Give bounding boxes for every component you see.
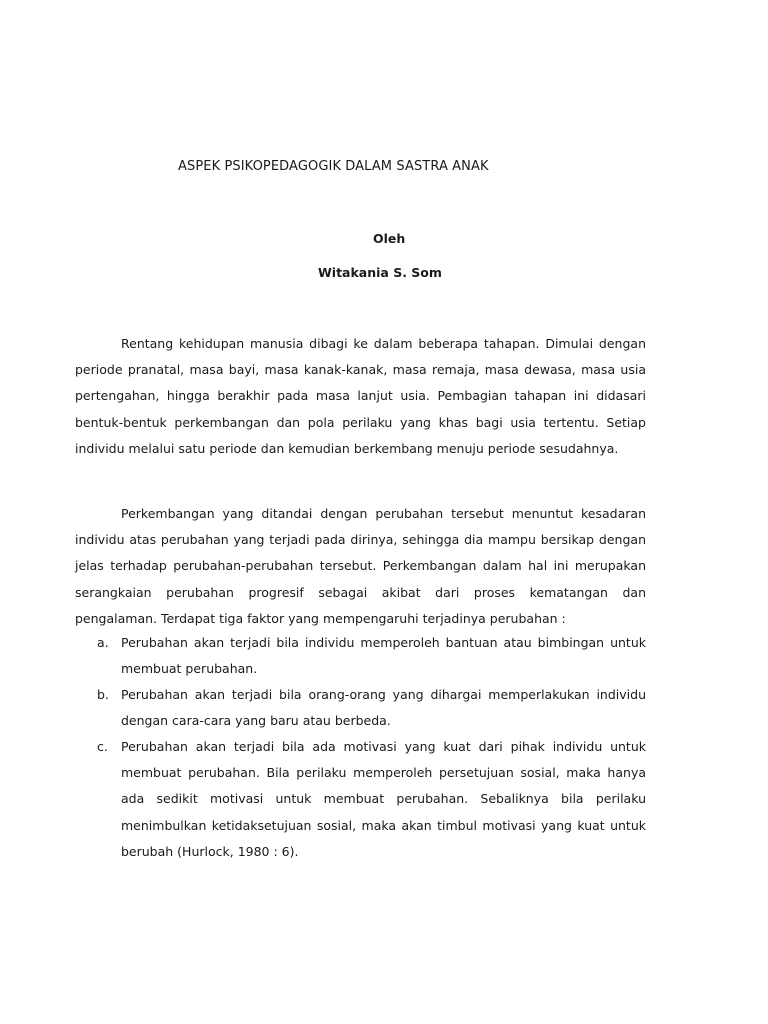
list-item-c	[97, 734, 646, 865]
list-marker: c.	[97, 739, 108, 754]
list-item-text: Perubahan akan terjadi bila ada motivasi yang kuat dari pihak individu untuk membuat perubahan. Bila perilaku memperoleh persetujuan sosial, maka hanya ada sedikit motivasi untuk membuat perubahan. Sebaliknya bila perilaku menimbulkan ketidaksetujuan sosial, maka akan timbul motivasi yang kuat untuk berubah (Hurlock, 1980 : 6).	[121, 739, 646, 859]
byline-label: Oleh	[373, 231, 406, 246]
list-item	[97, 682, 646, 734]
author-name: Witakania S. Som	[318, 265, 442, 280]
list-marker: a.	[97, 635, 109, 650]
list-item-text: Perubahan akan terjadi bila orang-orang yang dihargai memperlakukan individu dengan cara-cara yang baru atau berbeda.	[121, 687, 646, 729]
paragraph-2: Perkembangan yang ditandai dengan perubahan tersebut menuntut kesadaran individu atas perubahan yang terjadi pada dirinya, sehingga dia mampu bersikap dengan jelas terhadap perubahan-perubahan tersebut. Perkembangan dalam hal ini merupakan serangkaian perubahan progresif sebagai akibat dari proses kematangan dan pengalaman. Terdapat tiga faktor yang mempengaruhi terjadinya perubahan :	[75, 506, 646, 626]
list-marker: b.	[97, 687, 109, 702]
list-item-b	[97, 682, 646, 734]
document-title: ASPEK PSIKOPEDAGOGIK DALAM SASTRA ANAK	[178, 159, 489, 174]
list-item	[97, 734, 646, 865]
list-item-text: Perubahan akan terjadi bila individu memperoleh bantuan atau bimbingan untuk membuat perubahan.	[121, 635, 646, 677]
list-item	[97, 630, 646, 682]
list-item-a	[97, 630, 646, 682]
paragraph-1: Rentang kehidupan manusia dibagi ke dalam beberapa tahapan. Dimulai dengan periode pranatal, masa bayi, masa kanak-kanak, masa remaja, masa dewasa, masa usia pertengahan, hingga berakhir pada masa lanjut usia. Pembagian tahapan ini didasari bentuk-bentuk perkembangan dan pola perilaku yang khas bagi usia tertentu. Setiap individu melalui satu periode dan kemudian berkembang menuju periode sesudahnya.	[75, 336, 646, 456]
